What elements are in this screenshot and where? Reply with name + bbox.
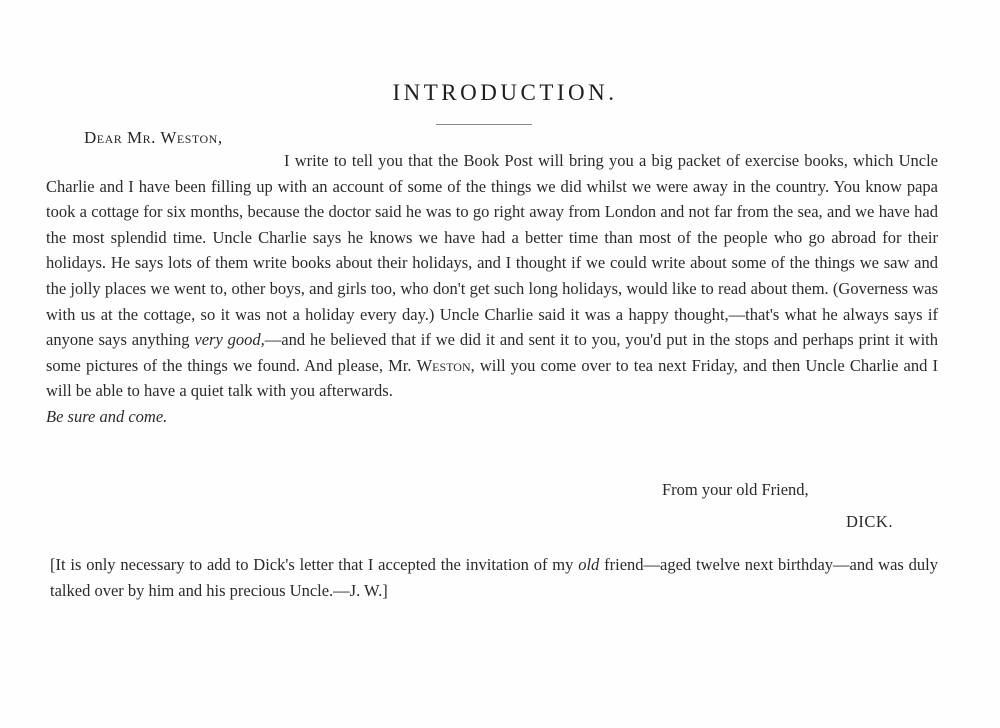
letter-recipient-name: Weston, [416, 355, 475, 375]
letter-closing: From your old Friend, [662, 480, 809, 499]
page-title: INTRODUCTION. [392, 80, 618, 105]
title-divider [436, 124, 532, 125]
letter-salutation: Dear Mr. Weston, [84, 128, 223, 147]
editor-note-part-2: friend—aged twelve next birthday—and was duly talked over by him and his precious Uncle.—J. W.] [50, 555, 938, 600]
letter-signature: DICK. [846, 512, 893, 531]
letter-postscript: Be sure and come. [46, 406, 168, 426]
editor-note-emphasis: old [578, 555, 600, 574]
letter-emphasis-very-good: very good, [194, 330, 265, 350]
letter-text-part-1: I write to tell you that the Book Post will bring you a big packet of exercise books, which Uncle Charlie and I have been filling up with an account of some of the things we did whilst we were away in the country. You know papa took a cottage for six months, because the doctor said he was to go right away from London and not far from the sea, and we have had the most splendid time. Uncle Charlie says he knows we have had a better time than most of the people who go abroad for their holidays. He says lots of them write books about their holidays, and I thought if we could write about some of the things we saw and the jolly places we went to, other boys, and girls too, who don't get such long holidays, would like to read about them. (Governess was with us at the cottage, so it was not a holiday every day.) Uncle Charlie said it was a happy thought,—that's what he always says if anyone says anything [46, 151, 938, 350]
letter-text-part-3: will you come over to tea next Friday, and then Uncle Charlie and I will be able to have a quiet talk with you afterwards. [46, 355, 938, 401]
editor-note-part-1: [It is only necessary to add to Dick's letter that I accepted the invitation of my [50, 555, 579, 574]
letter-body [46, 148, 938, 430]
letter-text-part-2: —and he believed that if we did it and sent it to you, you'd put in the stops and perhaps print it with some pictures of the things we found. And please, Mr. [46, 330, 938, 375]
editor-note [50, 552, 938, 604]
